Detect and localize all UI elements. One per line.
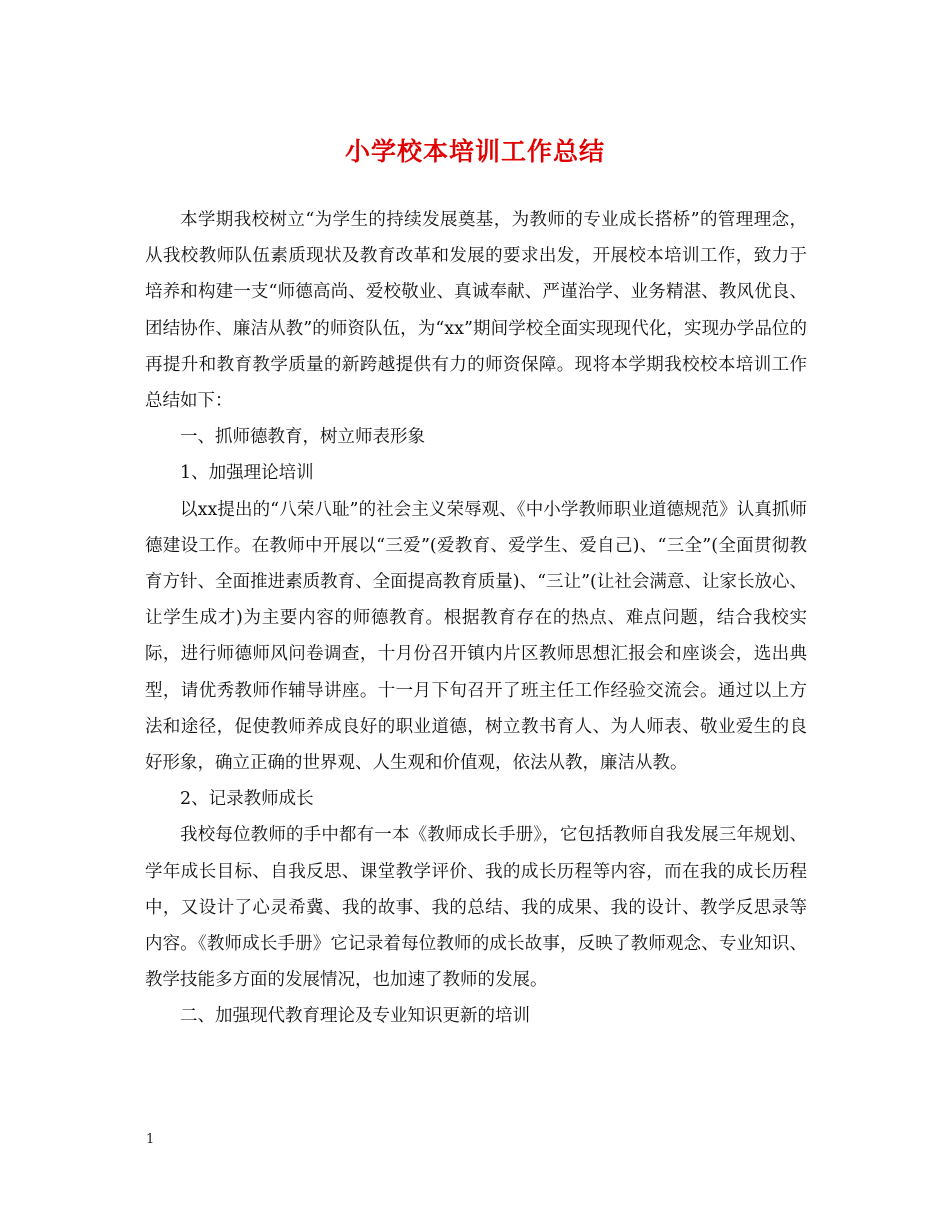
section-heading-2: 二、加强现代教育理论及专业知识更新的培训 — [180, 1006, 530, 1027]
document-title: 小学校本培训工作总结 — [344, 137, 605, 166]
body-paragraph: 我校每位教师的手中都有一本《教师成长手册》，它包括教师自我发展三年规划、学年成长目标、自我反思、课堂教学评价、我的成长历程等内容，而在我的成长历程中，又设计了心灵希冀、我的故事、我的总结、我的成果、我的设计、教学反思录等内容。《教师成长手册》它记录着每位教师的成长故事，反映了教师观念、专业知识、教学技能多方面的发展情况，也加速了教师的发展。 — [145, 825, 807, 991]
subsection-heading-1: 1、加强理论培训 — [180, 463, 314, 484]
section-heading-1: 一、抓师德教育，树立师表形象 — [180, 427, 425, 448]
body-paragraph: 以xx提出的“八荣八耻”的社会主义荣辱观、《中小学教师职业道德规范》认真抓师德建设工作。在教师中开展以“三爱”(爱教育、爱学生、爱自己)、“三全”(全面贯彻教育方针、全面推进素质教育、全面提高教育质量)、“三让”(让社会满意、让家长放心、让学生成才)为主要内容的师德教育。根据教育存在的热点、难点问题，结合我校实际，进行师德师风问卷调查，十月份召开镇内片区教师思想汇报会和座谈会，选出典型，请优秀教师作辅导讲座。十一月下旬召开了班主任工作经验交流会。通过以上方法和途径，促使教师养成良好的职业道德，树立教书育人、为人师表、敬业爱生的良好形象，确立正确的世界观、人生观和价值观，依法从教，廉洁从教。 — [145, 499, 807, 774]
document-body — [145, 202, 807, 1035]
intro-paragraph: 本学期我校树立“为学生的持续发展奠基，为教师的专业成长搭桥”的管理理念，从我校教师队伍素质现状及教育改革和发展的要求出发，开展校本培训工作，致力于培养和构建一支“师德高尚、爱校敬业、真诚奉献、严谨治学、业务精湛、教风优良、团结协作、廉洁从教”的师资队伍，为“xx”期间学校全面实现现代化，实现办学品位的再提升和教育教学质量的新跨越提供有力的师资保障。现将本学期我校校本培训工作总结如下： — [145, 210, 807, 412]
subsection-heading-2: 2、记录教师成长 — [180, 789, 314, 810]
page-number: 1 — [146, 1132, 155, 1147]
